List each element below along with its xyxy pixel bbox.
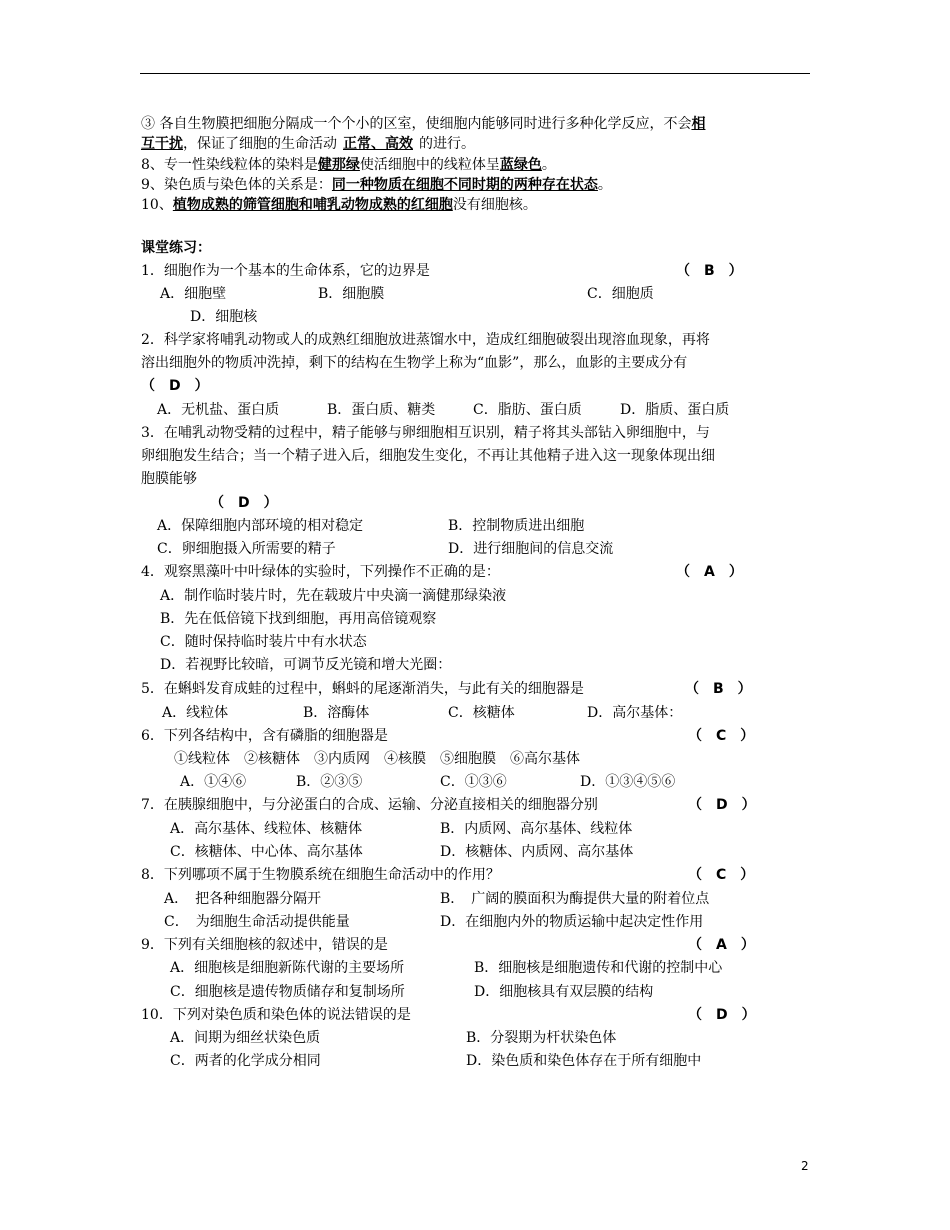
answer-mark: （ B ） — [676, 263, 743, 279]
option-c: C． 为细胞生命活动提供能量 — [164, 914, 350, 930]
question-stem: 9．下列有关细胞核的叙述中，错误的是 — [141, 937, 388, 953]
question-stem: 2．科学家将哺乳动物或人的成熟红细胞放进蒸馏水中，造成红细胞破裂出现溶血现象，再将 — [141, 332, 710, 348]
option-d: D．细胞核 — [190, 309, 258, 325]
option-b: B．蛋白质、糖类 — [327, 402, 436, 418]
option-a: A．无机盐、蛋白质 — [157, 402, 280, 418]
intro-line-2 — [141, 134, 475, 154]
option-c: C．两者的化学成分相同 — [170, 1053, 321, 1069]
option-c: C．核糖体 — [448, 705, 515, 721]
intro-text: 9、染色质与染色体的关系是： — [141, 177, 332, 193]
answer-mark: （ D ） — [141, 378, 209, 394]
option-a: A． 把各种细胞器分隔开 — [164, 891, 322, 907]
item-list: ①线粒体 ②核糖体 ③内质网 ④核膜 ⑤细胞膜 ⑥高尔基体 — [174, 751, 580, 767]
intro-answer: 相 — [691, 116, 706, 132]
option-a: A．间期为细丝状染色质 — [170, 1030, 321, 1046]
question-stem: 7．在胰腺细胞中，与分泌蛋白的合成、运输、分泌直接相关的细胞器分别 — [141, 797, 598, 813]
option-d: D．细胞核具有双层膜的结构 — [474, 984, 654, 1000]
answer-mark: （ A ） — [688, 937, 755, 953]
answer-mark: （ C ） — [688, 728, 755, 744]
intro-text: ，保证了细胞的生命活动 — [183, 136, 337, 152]
option-c: C．卵细胞摄入所需要的精子 — [157, 541, 336, 557]
intro-answer: 植物成熟的筛管细胞和哺乳动物成熟的红细胞 — [172, 197, 453, 213]
intro-answer: 正常、高效 — [343, 136, 413, 152]
question-stem: 5．在蝌蚪发育成蛙的过程中，蝌蚪的尾逐渐消失，与此有关的细胞器是 — [141, 681, 584, 697]
intro-answer: 互干扰 — [141, 136, 183, 152]
intro-answer: 同一种物质在细胞不同时期的两种存在状态 — [331, 177, 598, 193]
question-stem: 4．观察黑藻叶中叶绿体的实验时，下列操作不正确的是： — [141, 564, 500, 580]
question-stem: 胞膜能够 — [141, 471, 197, 487]
option-a: A．①④⑥ — [180, 774, 247, 790]
option-c: C．核糖体、中心体、高尔基体 — [170, 844, 363, 860]
intro-text: ③ 各自生物膜把细胞分隔成一个个小的区室，使细胞内能够同时进行多种化学反应，不会 — [141, 116, 692, 132]
question-stem: 6．下列各结构中，含有磷脂的细胞器是 — [141, 728, 388, 744]
question-stem: 10．下列对染色质和染色体的说法错误的是 — [141, 1007, 411, 1023]
option-a: A．保障细胞内部环境的相对稳定 — [157, 518, 364, 534]
page-number: 2 — [801, 1159, 809, 1173]
option-d: D．核糖体、内质网、高尔基体 — [440, 844, 634, 860]
option-c: C．细胞质 — [587, 286, 654, 302]
option-a: A．细胞核是细胞新陈代谢的主要场所 — [170, 960, 405, 976]
option-d: D．进行细胞间的信息交流 — [448, 541, 614, 557]
intro-line-3 — [141, 155, 556, 175]
question-stem: 3．在哺乳动物受精的过程中，精子能够与卵细胞相互识别，精子将其头部钻入卵细胞中，与 — [141, 425, 710, 441]
option-b: B．细胞膜 — [318, 286, 385, 302]
header-rule — [140, 73, 810, 74]
option-d: D．染色质和染色体存在于所有细胞中 — [466, 1053, 702, 1069]
intro-answer: 健那绿 — [317, 157, 360, 173]
option-d: D．高尔基体： — [587, 705, 683, 721]
option-b: B．先在低倍镜下找到细胞，再用高倍镜观察 — [160, 611, 437, 627]
option-c: C．细胞核是遗传物质储存和复制场所 — [170, 984, 405, 1000]
option-b: B．细胞核是细胞遗传和代谢的控制中心 — [474, 960, 723, 976]
option-b: B．控制物质进出细胞 — [448, 518, 585, 534]
answer-mark: （ B ） — [685, 681, 752, 697]
intro-text: 没有细胞核。 — [452, 197, 537, 213]
section-title: 课堂练习： — [141, 240, 211, 256]
question-stem: 溶出细胞外的物质冲洗掉，剩下的结构在生物学上称为“血影”，那么，血影的主要成分有 — [141, 355, 688, 371]
option-b: B． 广阔的膜面积为酶提供大量的附着位点 — [440, 891, 710, 907]
option-a: A．线粒体 — [162, 705, 229, 721]
answer-mark: （ A ） — [676, 564, 743, 580]
intro-answer: 蓝绿色 — [499, 157, 542, 173]
option-a: A．制作临时装片时，先在载玻片中央滴一滴健那绿染液 — [160, 588, 507, 604]
intro-line-1 — [141, 114, 705, 134]
answer-mark: （ D ） — [688, 797, 756, 813]
option-a: A．高尔基体、线粒体、核糖体 — [170, 821, 363, 837]
question-stem: 8．下列哪项不属于生物膜系统在细胞生命活动中的作用？ — [141, 867, 500, 883]
option-c: C．随时保持临时装片中有水状态 — [160, 634, 367, 650]
answer-mark: （ D ） — [688, 1007, 756, 1023]
option-d: D．脂质、蛋白质 — [620, 402, 730, 418]
option-c: C．①③⑥ — [440, 774, 507, 790]
option-d: D．在细胞内外的物质运输中起决定性作用 — [440, 914, 704, 930]
intro-text: 使活细胞中的线粒体呈 — [359, 157, 500, 173]
intro-text: 。 — [541, 157, 556, 173]
option-b: B．内质网、高尔基体、线粒体 — [440, 821, 633, 837]
option-b: B．分裂期为杆状染色体 — [466, 1030, 617, 1046]
intro-text: 。 — [597, 177, 612, 193]
answer-mark: （ C ） — [688, 867, 755, 883]
intro-text: 10、 — [141, 197, 173, 213]
option-b: B．②③⑤ — [296, 774, 363, 790]
answer-mark: （ D ） — [210, 495, 278, 511]
intro-text: 的进行。 — [419, 136, 475, 152]
intro-line-5 — [141, 195, 537, 215]
option-b: B．溶酶体 — [303, 705, 370, 721]
question-stem: 卵细胞发生结合；当一个精子进入后，细胞发生变化，不再让其他精子进入这一现象体现出细 — [141, 448, 715, 464]
option-c: C．脂肪、蛋白质 — [473, 402, 582, 418]
question-stem: 1．细胞作为一个基本的生命体系，它的边界是 — [141, 263, 430, 279]
option-a: A．细胞壁 — [160, 286, 227, 302]
intro-text: 8、专一性染线粒体的染料是 — [141, 157, 318, 173]
option-d: D．若视野比较暗，可调节反光镜和增大光圈： — [160, 657, 452, 673]
intro-line-4 — [141, 175, 612, 195]
option-d: D．①③④⑤⑥ — [580, 774, 676, 790]
